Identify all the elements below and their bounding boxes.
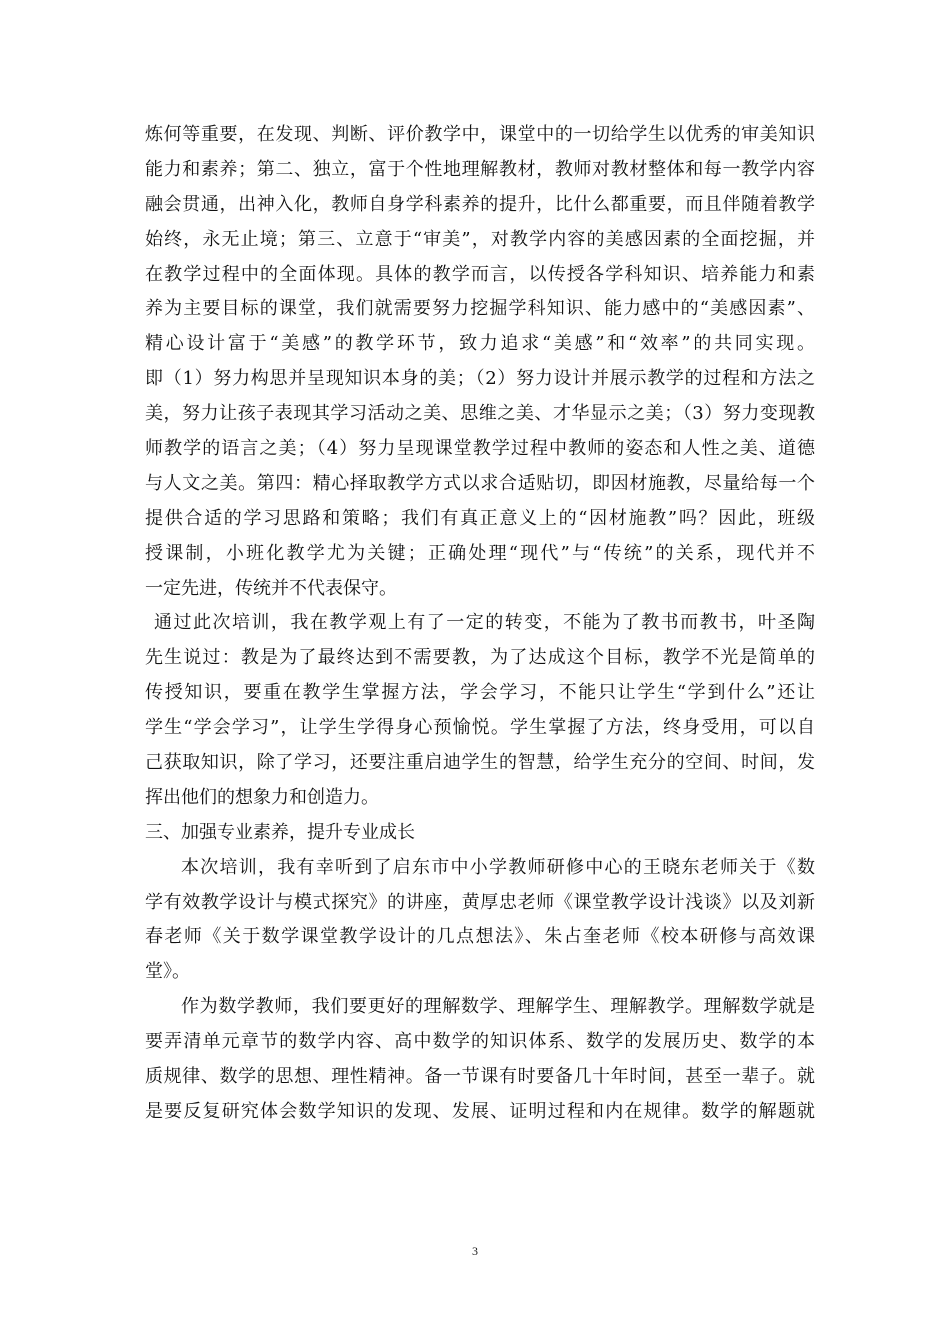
paragraph-first-line: 通过此次培训，我在教学观上有了一定的转变，不能为了教书而教书，叶圣陶 xyxy=(154,612,815,634)
text-line: 传授知识，要重在教学生掌握方法，学会学习，不能只让学生“学到什么”还让 xyxy=(145,682,815,704)
body-text xyxy=(145,118,815,1130)
text-line: 精心设计富于“美感”的教学环节，致力追求“美感”和“效率”的共同实现。 xyxy=(145,333,815,355)
text-line: 先生说过：教是为了最终达到不需要教，为了达成这个目标，教学不光是简单的 xyxy=(145,647,815,669)
text-line: 堂》。 xyxy=(145,961,190,983)
text-line: 在教学过程中的全面体现。具体的教学而言，以传授各学科知识、培养能力和素 xyxy=(145,263,815,285)
paragraph-first-line: 作为数学教师，我们要更好的理解数学、理解学生、理解教学。理解数学就是 xyxy=(181,996,815,1018)
text-line: 挥出他们的想象力和创造力。 xyxy=(145,786,379,808)
text-line: 提供合适的学习思路和策略；我们有真正意义上的“因材施教”吗？因此，班级 xyxy=(145,507,815,529)
text-line: 养为主要目标的课堂，我们就需要努力挖掘学科知识、能力感中的“美感因素”、 xyxy=(145,298,815,320)
text-line: 与人文之美。第四：精心择取教学方式以求合适贴切，即因材施教，尽量给每一个 xyxy=(145,472,815,494)
text-line: 即（1）努力构思并呈现知识本身的美；（2）努力设计并展示教学的过程和方法之 xyxy=(145,368,815,390)
page-number: 3 xyxy=(472,1244,478,1258)
text-line: 授课制，小班化教学尤为关键；正确处理“现代”与“传统”的关系，现代并不 xyxy=(145,542,815,564)
text-line: 要弄清单元章节的数学内容、高中数学的知识体系、数学的发展历史、数学的本 xyxy=(145,1031,815,1053)
text-line: 融会贯通，出神入化，教师自身学科素养的提升，比什么都重要，而且伴随着教学 xyxy=(145,193,815,215)
text-line: 始终，永无止境；第三、立意于“审美”，对教学内容的美感因素的全面挖掘，并 xyxy=(145,228,815,250)
text-line: 一定先进，传统并不代表保守。 xyxy=(145,577,397,599)
text-line: 美，努力让孩子表现其学习活动之美、思维之美、才华显示之美；（3）努力变现教 xyxy=(145,403,815,425)
text-line: 能力和素养；第二、独立，富于个性地理解教材，教师对教材整体和每一教学内容 xyxy=(145,158,815,180)
text-line: 炼何等重要，在发现、判断、评价教学中，课堂中的一切给学生以优秀的审美知识 xyxy=(145,124,815,145)
section-heading: 三、加强专业素养，提升专业成长 xyxy=(145,821,415,843)
paragraph-first-line: 本次培训，我有幸听到了启东市中小学教师研修中心的王晓东老师关于《数 xyxy=(181,856,815,878)
text-line: 己获取知识，除了学习，还要注重启迪学生的智慧，给学生充分的空间、时间，发 xyxy=(145,752,815,774)
text-line: 学生“学会学习”，让学生学得身心预愉悦。学生掌握了方法，终身受用，可以自 xyxy=(145,717,815,739)
text-line: 春老师《关于数学课堂教学设计的几点想法》、朱占奎老师《校本研修与高效课 xyxy=(145,926,815,948)
text-line: 师教学的语言之美；（4）努力呈现课堂教学过程中教师的姿态和人性之美、道德 xyxy=(145,438,815,460)
text-line: 学有效教学设计与模式探究》的讲座，黄厚忠老师《课堂教学设计浅谈》以及刘新 xyxy=(145,891,815,913)
text-line: 质规律、数学的思想、理性精神。备一节课有时要备几十年时间，甚至一辈子。就 xyxy=(145,1066,815,1088)
text-line: 是要反复研究体会数学知识的发现、发展、证明过程和内在规律。数学的解题就 xyxy=(145,1100,815,1122)
